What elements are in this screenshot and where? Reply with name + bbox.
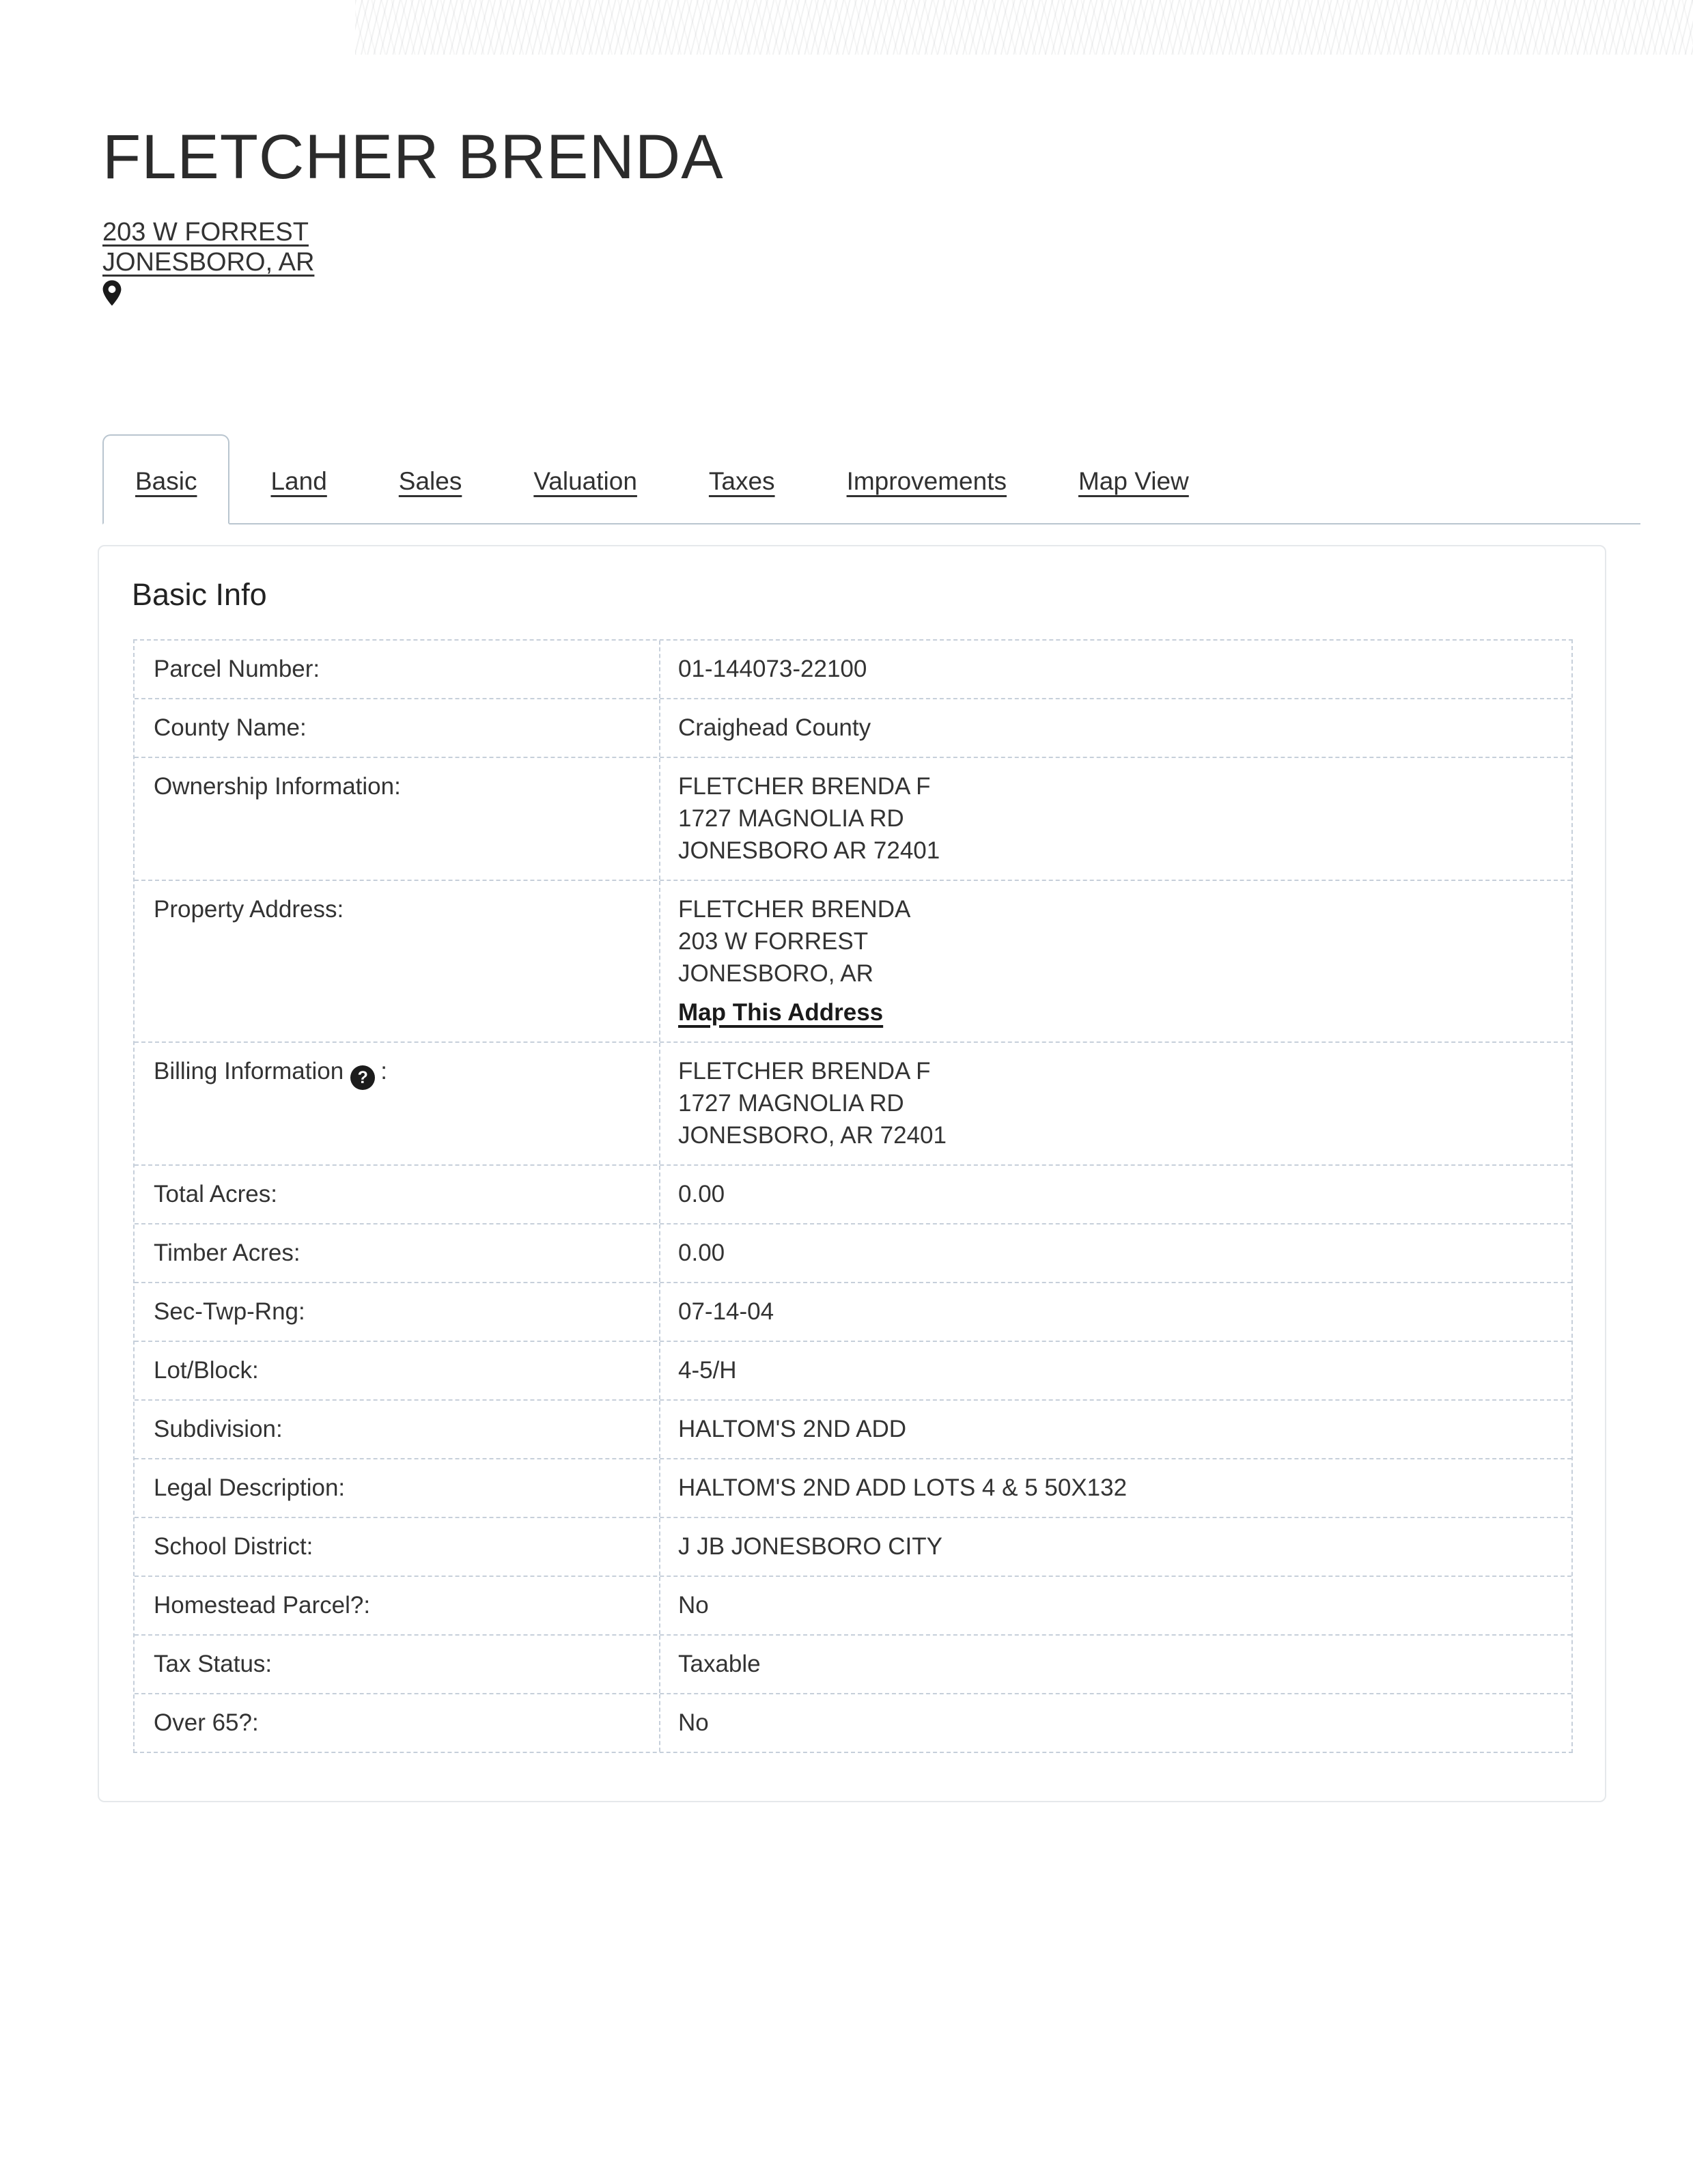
value-line: J JB JONESBORO CITY (678, 1532, 942, 1560)
row-label: Ownership Information: (154, 772, 401, 800)
row-label: Legal Description: (154, 1474, 346, 1501)
table-row-timber-acres (135, 1224, 1571, 1283)
row-value (659, 1283, 1571, 1341)
value-line: 01-144073-22100 (678, 655, 867, 682)
row-value (659, 1518, 1571, 1576)
map-pin-icon[interactable] (102, 280, 1693, 307)
row-label: Timber Acres: (154, 1239, 300, 1266)
table-row-school-district (135, 1518, 1571, 1577)
page-title: FLETCHER BRENDA (102, 122, 724, 192)
tab-valuation[interactable]: Valuation (533, 467, 637, 495)
basic-info-panel (98, 545, 1606, 1802)
table-row-over-65 (135, 1694, 1571, 1752)
value-line: JONESBORO AR 72401 (678, 837, 940, 864)
value-line: Taxable (678, 1650, 761, 1677)
help-icon-glyph: ? (357, 1067, 368, 1087)
tab-taxes[interactable]: Taxes (708, 467, 775, 495)
row-label: Parcel Number: (154, 655, 320, 682)
row-value (659, 1043, 1571, 1164)
table-row-lot-block (135, 1342, 1571, 1401)
row-label: Lot/Block: (154, 1356, 259, 1384)
tab-sales[interactable]: Sales (398, 467, 462, 495)
value-line: 0.00 (678, 1239, 725, 1266)
value-line: FLETCHER BRENDA (678, 895, 911, 923)
value-line: 1727 MAGNOLIA RD (678, 1089, 904, 1117)
value-line: JONESBORO, AR (678, 960, 873, 987)
row-value (659, 1166, 1571, 1223)
row-label: County Name: (154, 714, 307, 741)
address-block (102, 217, 1693, 307)
value-line: No (678, 1591, 709, 1619)
value-line: No (678, 1709, 709, 1736)
tab-bar (102, 434, 1640, 524)
table-row-county-name (135, 699, 1571, 758)
row-label: Property Address: (154, 895, 344, 923)
row-label-suffix: : (380, 1057, 387, 1084)
table-row-property-address (135, 881, 1571, 1043)
map-this-address-link[interactable]: Map This Address (678, 998, 884, 1026)
table-row-tax-status (135, 1636, 1571, 1694)
row-label: Tax Status: (154, 1650, 272, 1677)
row-label: Sec-Twp-Rng: (154, 1298, 305, 1325)
table-row-legal-description (135, 1459, 1571, 1518)
tab-basic[interactable]: Basic (102, 434, 229, 524)
value-line: 203 W FORREST (678, 927, 869, 955)
row-value (659, 758, 1571, 880)
row-value (659, 641, 1571, 698)
tab-map-view[interactable]: Map View (1078, 467, 1189, 495)
address-link-city[interactable]: JONESBORO, AR (102, 248, 315, 277)
scan-artifact-strip (355, 0, 1693, 55)
basic-info-table (133, 639, 1573, 1753)
row-label (135, 1043, 659, 1164)
tab-improvements[interactable]: Improvements (846, 467, 1007, 495)
table-row-subdivision (135, 1401, 1571, 1459)
table-row-homestead-parcel (135, 1577, 1571, 1636)
row-label: Over 65?: (154, 1709, 259, 1736)
address-link-street[interactable]: 203 W FORREST (102, 218, 309, 247)
table-row-total-acres (135, 1166, 1571, 1224)
value-line: HALTOM'S 2ND ADD (678, 1415, 907, 1442)
value-line: FLETCHER BRENDA F (678, 772, 931, 800)
value-line: 07-14-04 (678, 1298, 774, 1325)
value-line: 4-5/H (678, 1356, 737, 1384)
row-value (659, 1577, 1571, 1634)
row-label: Homestead Parcel?: (154, 1591, 371, 1619)
panel-heading: Basic Info (132, 577, 267, 612)
table-row-sec-twp-rng (135, 1283, 1571, 1342)
row-label: School District: (154, 1532, 313, 1560)
row-value (659, 1401, 1571, 1458)
value-line: 1727 MAGNOLIA RD (678, 804, 904, 832)
row-value (659, 1636, 1571, 1693)
value-line: 0.00 (678, 1180, 725, 1207)
row-label-text: Billing Information (154, 1057, 344, 1084)
value-line: Craighead County (678, 714, 871, 741)
value-line: FLETCHER BRENDA F (678, 1057, 931, 1084)
row-label: Subdivision: (154, 1415, 283, 1442)
row-value (659, 1694, 1571, 1752)
table-row-ownership-information (135, 758, 1571, 881)
row-value (659, 699, 1571, 757)
help-circle-icon[interactable] (350, 1065, 375, 1090)
table-row-billing-information (135, 1043, 1571, 1166)
row-value (659, 881, 1571, 1041)
tab-land[interactable]: Land (270, 467, 327, 495)
table-row-parcel-number (135, 641, 1571, 699)
row-value (659, 1342, 1571, 1399)
value-line: JONESBORO, AR 72401 (678, 1121, 947, 1149)
row-value (659, 1224, 1571, 1282)
row-label: Total Acres: (154, 1180, 277, 1207)
value-line: HALTOM'S 2ND ADD LOTS 4 & 5 50X132 (678, 1474, 1128, 1501)
row-value (659, 1459, 1571, 1517)
